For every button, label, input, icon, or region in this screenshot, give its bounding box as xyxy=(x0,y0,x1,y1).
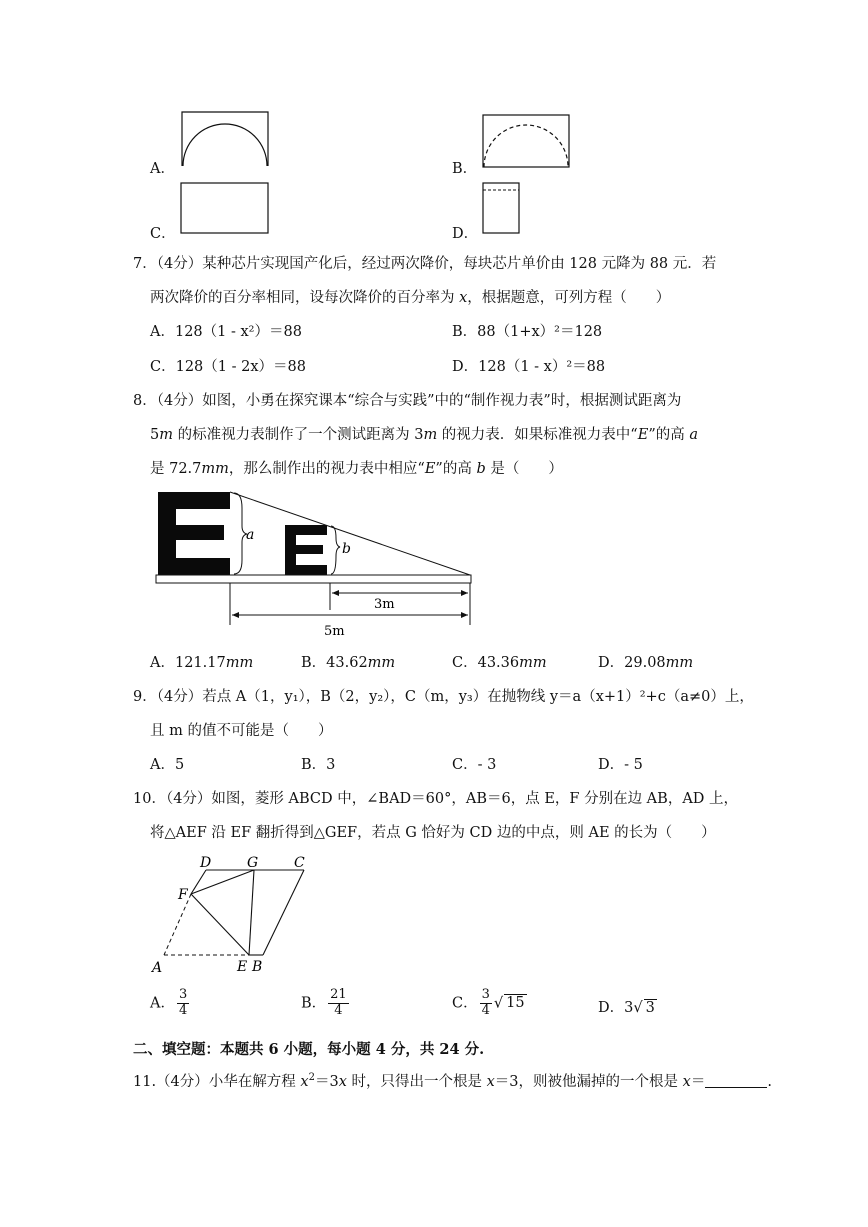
vertex-f-label: F xyxy=(178,887,188,903)
q9-option-c xyxy=(452,753,496,774)
q8-option-b-label: B． xyxy=(301,655,327,671)
q11-var: x xyxy=(300,1074,309,1090)
q9-option-d xyxy=(598,753,643,774)
q8-var: a xyxy=(689,427,698,443)
q8-option-a xyxy=(150,651,253,672)
q10-rhombus-figure xyxy=(146,852,316,976)
q8-option-a-unit: mm xyxy=(225,655,254,671)
q8-option-b-unit: mm xyxy=(367,655,396,671)
q8-stem-line1: 8．（4分）如图，小勇在探究课本“综合与实践”中的“制作视力表”时，根据测试距离为 xyxy=(133,393,682,409)
numerator: 21 xyxy=(330,987,347,1002)
sqrt-sign: √ xyxy=(633,1000,643,1016)
q11-text: ＝3，则被他漏掉的一个根是 xyxy=(494,1074,683,1090)
denominator: 4 xyxy=(178,1002,188,1018)
q6-option-c-figure xyxy=(179,181,271,235)
q10-option-a-fraction xyxy=(177,988,189,1019)
q10-option-c-label: C． xyxy=(452,995,478,1012)
q11-text: ＝3 xyxy=(314,1074,339,1090)
q10-option-d-label: D． xyxy=(598,1000,625,1016)
q11-exponent: 2 xyxy=(308,1072,315,1083)
q9-stem-line2: 且 m 的值不可能是（ ） xyxy=(150,723,333,739)
q8-text: 是 72.7 xyxy=(150,461,202,477)
q7-option-b-label: B． xyxy=(452,324,478,340)
q6-option-b-label: B． xyxy=(452,161,478,177)
q8-unit: m xyxy=(423,427,438,443)
vertex-g-label: G xyxy=(247,855,259,871)
radicand: 15 xyxy=(506,995,525,1012)
q9-option-a xyxy=(150,753,184,774)
q7-option-a-text: 128（1 - x²）＝88 xyxy=(174,324,302,340)
q8-option-d-value: 29.08 xyxy=(624,655,666,671)
q8-text: 是（ ） xyxy=(485,461,563,477)
q7-option-a xyxy=(150,320,302,341)
q7-option-c-text: 128（1 - 2x）＝88 xyxy=(175,359,306,375)
vertex-b-label: B xyxy=(252,959,263,975)
vertex-c-label: C xyxy=(294,855,305,871)
q8-option-d-label: D． xyxy=(598,655,625,671)
q11-var: x xyxy=(338,1074,347,1090)
q8-text: ”的高 xyxy=(648,427,690,443)
q7-option-d-text: 128（1 - x）²＝88 xyxy=(478,359,606,375)
q6-option-d-figure xyxy=(481,181,521,235)
q8-unit: mm xyxy=(201,461,229,477)
denominator: 4 xyxy=(334,1002,343,1018)
section-heading: 二、填空题：本题共 6 小题，每小题 4 分，共 24 分. xyxy=(133,1041,485,1058)
coefficient: 3 xyxy=(624,1000,634,1016)
q7-option-c xyxy=(150,355,306,376)
sqrt-sign: √ xyxy=(493,995,504,1012)
q8-option-b-value: 43.62 xyxy=(326,655,368,671)
q8-option-a-value: 121.17 xyxy=(174,655,226,671)
q7-stem-text-end: ，根据题意，可列方程（ ） xyxy=(467,290,671,306)
small-e-letter xyxy=(285,525,327,575)
q9-option-b-text: 3 xyxy=(326,757,336,773)
q6-option-a-label: A． xyxy=(150,161,175,177)
q8-option-d-unit: mm xyxy=(665,655,694,671)
q11-var: x xyxy=(682,1074,691,1090)
q9-option-c-label: C． xyxy=(452,757,478,773)
label-3m: 3m xyxy=(374,597,395,612)
q10-option-b-fraction xyxy=(328,988,349,1019)
q10-option-a-label: A． xyxy=(150,995,175,1012)
vertex-d-label: D xyxy=(200,855,212,871)
q7-option-c-label: C． xyxy=(150,359,176,375)
q9-option-a-text: 5 xyxy=(174,757,185,773)
q8-stem-line2 xyxy=(150,423,698,444)
q10-option-b-label: B． xyxy=(301,995,327,1012)
numerator: 3 xyxy=(481,987,490,1002)
label-5m: 5m xyxy=(324,624,345,639)
q8-eye-chart-figure xyxy=(154,488,476,638)
denominator: 4 xyxy=(481,1002,490,1018)
q8-option-c xyxy=(452,651,547,672)
q8-option-a-label: A． xyxy=(150,655,175,671)
q10-option-b xyxy=(301,988,351,1019)
q7-stem-line1: 7．（4分）某种芯片实现国产化后，经过两次降价，每块芯片单价由 128 元降为 88 元．若 xyxy=(133,256,717,272)
large-e-letter xyxy=(158,492,230,575)
q6-option-a-figure xyxy=(180,110,270,170)
q10-stem-line2: 将△AEF 沿 EF 翻折得到△GEF，若点 G 恰好为 CD 边的中点，则 AE 的长为（ ） xyxy=(150,825,716,841)
q11-text: 时，只得出一个根是 xyxy=(346,1074,487,1090)
q7-option-b-text: 88（1+x）²＝128 xyxy=(477,324,603,340)
q8-text: ”的高 xyxy=(435,461,477,477)
q8-unit: m xyxy=(159,427,173,443)
q6-option-b-figure xyxy=(481,113,571,169)
q10-option-d xyxy=(598,996,657,1017)
numerator: 3 xyxy=(178,987,188,1002)
q11-period: . xyxy=(767,1074,772,1090)
q10-option-c-fraction xyxy=(480,988,492,1019)
q11-stem xyxy=(133,1070,772,1091)
q8-option-c-label: C． xyxy=(452,655,478,671)
q8-letter: E xyxy=(637,427,649,443)
q11-answer-blank[interactable] xyxy=(705,1073,767,1088)
q8-letter: E xyxy=(424,461,436,477)
q9-option-a-label: A． xyxy=(150,757,175,773)
label-b: b xyxy=(342,541,351,557)
q6-option-d-label: D． xyxy=(452,226,479,242)
q8-option-b xyxy=(301,651,395,672)
vertex-a-label: A xyxy=(152,960,163,976)
q7-option-d xyxy=(452,355,605,376)
q7-option-b xyxy=(452,320,602,341)
q7-option-d-label: D． xyxy=(452,359,479,375)
q10-option-c xyxy=(452,988,527,1019)
q8-text: 的视力表．如果标准视力表中“ xyxy=(437,427,638,443)
q9-option-d-text: - 5 xyxy=(624,757,643,773)
q10-option-a xyxy=(150,988,191,1019)
label-a: a xyxy=(246,527,255,543)
radicand: 3 xyxy=(645,1000,655,1016)
q7-option-a-label: A． xyxy=(150,324,175,340)
q8-stem-line3 xyxy=(150,457,563,478)
q11-var: x xyxy=(486,1074,495,1090)
q7-stem-line2 xyxy=(150,286,670,307)
q9-option-b xyxy=(301,753,335,774)
q9-option-b-label: B． xyxy=(301,757,327,773)
vertex-e-label: E xyxy=(237,959,248,975)
q11-text: ＝ xyxy=(690,1074,706,1090)
q8-option-c-unit: mm xyxy=(519,655,547,671)
q8-option-c-value: 43.36 xyxy=(477,655,520,671)
q9-option-d-label: D． xyxy=(598,757,625,773)
q9-stem-line1: 9．（4分）若点 A（1，y₁），B（2，y₂），C（m，y₃）在抛物线 y＝a（x+1）²+c（a≠0）上， xyxy=(133,689,754,705)
q11-text: 11.（4分）小华在解方程 xyxy=(133,1074,301,1090)
q10-stem-line1: 10．（4分）如图，菱形 ABCD 中，∠BAD＝60°，AB＝6，点 E，F 分别在边 AB，AD 上， xyxy=(133,791,739,807)
q7-variable: x xyxy=(459,290,468,306)
q8-text: ，那么制作出的视力表中相应“ xyxy=(228,461,425,477)
q6-option-c-label: C． xyxy=(150,226,176,242)
q7-stem-text: 两次降价的百分率相同，设每次降价的百分率为 xyxy=(150,290,460,306)
q9-option-c-text: - 3 xyxy=(477,757,497,773)
q8-text: 5 xyxy=(150,427,160,443)
q8-option-d xyxy=(598,651,693,672)
q8-text: 的标准视力表制作了一个测试距离为 3 xyxy=(172,427,424,443)
q8-var: b xyxy=(476,461,486,477)
